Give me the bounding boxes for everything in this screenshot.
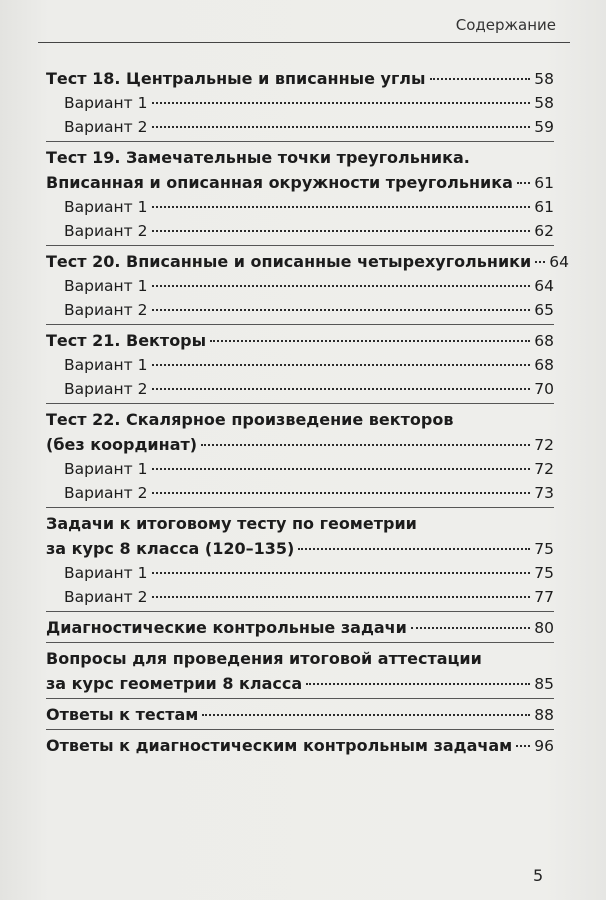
toc-variant-entry[interactable] xyxy=(46,115,554,139)
header-rule xyxy=(38,42,570,43)
dot-leader xyxy=(152,230,531,232)
toc-entry-title: Диагностические контрольные задачи xyxy=(46,618,407,637)
toc-variant-title: Вариант 1 xyxy=(64,356,148,374)
dot-leader xyxy=(306,683,530,685)
toc-page-number: 64 xyxy=(534,277,554,295)
toc-page-number: 68 xyxy=(534,356,554,374)
dot-leader xyxy=(201,444,530,446)
dot-leader xyxy=(516,745,530,747)
dot-leader xyxy=(152,364,531,366)
toc-entry[interactable] xyxy=(46,672,554,696)
toc-entry[interactable] xyxy=(46,250,569,274)
toc-page-number: 77 xyxy=(534,588,554,606)
section-divider xyxy=(46,324,554,325)
toc-page-number: 68 xyxy=(534,332,554,350)
dot-leader xyxy=(152,126,531,128)
toc-page-number: 70 xyxy=(534,380,554,398)
toc-entry[interactable] xyxy=(46,647,554,671)
toc-variant-entry[interactable] xyxy=(46,91,554,115)
toc-entry-title: Ответы к тестам xyxy=(46,705,199,724)
toc-entry-title: за курс 8 класса (120–135) xyxy=(46,539,295,558)
dot-leader xyxy=(411,627,530,629)
toc-variant-entry[interactable] xyxy=(46,481,554,505)
dot-leader xyxy=(152,388,531,390)
toc-page-number: 80 xyxy=(534,619,554,637)
dot-leader xyxy=(152,492,531,494)
toc-entry[interactable] xyxy=(46,408,554,432)
toc-variant-title: Вариант 1 xyxy=(64,564,148,582)
toc-entry-title: Ответы к диагностическим контрольным задачам xyxy=(46,736,513,755)
toc-variant-entry[interactable] xyxy=(46,353,554,377)
dot-leader xyxy=(152,596,531,598)
toc-variant-title: Вариант 1 xyxy=(64,277,148,295)
toc-page-number: 61 xyxy=(534,198,554,216)
toc-page-number: 64 xyxy=(549,253,569,271)
toc-page-number: 72 xyxy=(534,460,554,478)
section-divider xyxy=(46,698,554,699)
dot-leader xyxy=(152,285,531,287)
toc-variant-title: Вариант 2 xyxy=(64,380,148,398)
toc-entry[interactable] xyxy=(46,703,554,727)
section-divider xyxy=(46,507,554,508)
toc-variant-entry[interactable] xyxy=(46,457,554,481)
toc-entry-title: Вопросы для проведения итоговой аттестации xyxy=(46,649,482,668)
toc-entry[interactable] xyxy=(46,512,554,536)
toc-entry[interactable] xyxy=(46,146,554,170)
toc-variant-title: Вариант 2 xyxy=(64,484,148,502)
section-divider xyxy=(46,403,554,404)
toc-variant-entry[interactable] xyxy=(46,561,554,585)
section-divider xyxy=(46,245,554,246)
toc-page-number: 58 xyxy=(534,70,554,88)
toc-variant-title: Вариант 2 xyxy=(64,118,148,136)
toc-page-number: 75 xyxy=(534,564,554,582)
toc-entry-title: Тест 21. Векторы xyxy=(46,331,207,350)
toc-entry[interactable] xyxy=(46,537,554,561)
toc-variant-title: Вариант 1 xyxy=(64,94,148,112)
toc-page-number: 85 xyxy=(534,675,554,693)
toc-variant-entry[interactable] xyxy=(46,219,554,243)
dot-leader xyxy=(430,78,531,80)
table-of-contents xyxy=(46,66,569,758)
page-number: 5 xyxy=(533,866,544,885)
toc-variant-entry[interactable] xyxy=(46,195,554,219)
toc-entry-title: Тест 22. Скалярное произведение векторов xyxy=(46,410,454,429)
toc-entry-title: Задачи к итоговому тесту по геометрии xyxy=(46,514,417,533)
toc-page-number: 61 xyxy=(534,174,554,192)
dot-leader xyxy=(298,548,530,550)
toc-entry-title: Тест 19. Замечательные точки треугольника. xyxy=(46,148,470,167)
section-divider xyxy=(46,642,554,643)
toc-page-number: 73 xyxy=(534,484,554,502)
toc-entry[interactable] xyxy=(46,734,554,758)
toc-entry-title: Тест 18. Центральные и вписанные углы xyxy=(46,69,426,88)
running-header-title: Содержание xyxy=(455,16,556,34)
section-divider xyxy=(46,729,554,730)
toc-page-number: 72 xyxy=(534,436,554,454)
dot-leader xyxy=(535,261,545,263)
toc-entry[interactable] xyxy=(46,329,554,353)
toc-page-number: 88 xyxy=(534,706,554,724)
toc-page-number: 65 xyxy=(534,301,554,319)
toc-variant-title: Вариант 2 xyxy=(64,301,148,319)
toc-page-number: 96 xyxy=(534,737,554,755)
toc-variant-title: Вариант 2 xyxy=(64,222,148,240)
toc-entry-title: (без координат) xyxy=(46,435,198,454)
toc-entry[interactable] xyxy=(46,616,554,640)
toc-entry[interactable] xyxy=(46,433,554,457)
section-divider xyxy=(46,611,554,612)
dot-leader xyxy=(517,182,530,184)
toc-variant-title: Вариант 2 xyxy=(64,588,148,606)
toc-page-number: 75 xyxy=(534,540,554,558)
toc-variant-entry[interactable] xyxy=(46,585,554,609)
dot-leader xyxy=(152,206,531,208)
toc-entry[interactable] xyxy=(46,171,554,195)
toc-entry-title: Тест 20. Вписанные и описанные четырехугольники xyxy=(46,252,532,271)
dot-leader xyxy=(202,714,530,716)
dot-leader xyxy=(152,572,531,574)
toc-variant-title: Вариант 1 xyxy=(64,198,148,216)
dot-leader xyxy=(210,340,530,342)
toc-variant-entry[interactable] xyxy=(46,298,554,322)
toc-entry-title: Вписанная и описанная окружности треугольника xyxy=(46,173,513,192)
toc-entry-title: за курс геометрии 8 класса xyxy=(46,674,303,693)
dot-leader xyxy=(152,309,531,311)
toc-entry[interactable] xyxy=(46,67,554,91)
section-divider xyxy=(46,141,554,142)
dot-leader xyxy=(152,102,531,104)
toc-page-number: 58 xyxy=(534,94,554,112)
toc-variant-title: Вариант 1 xyxy=(64,460,148,478)
toc-page-number: 62 xyxy=(534,222,554,240)
dot-leader xyxy=(152,468,531,470)
toc-variant-entry[interactable] xyxy=(46,274,554,298)
toc-variant-entry[interactable] xyxy=(46,377,554,401)
toc-page-number: 59 xyxy=(534,118,554,136)
